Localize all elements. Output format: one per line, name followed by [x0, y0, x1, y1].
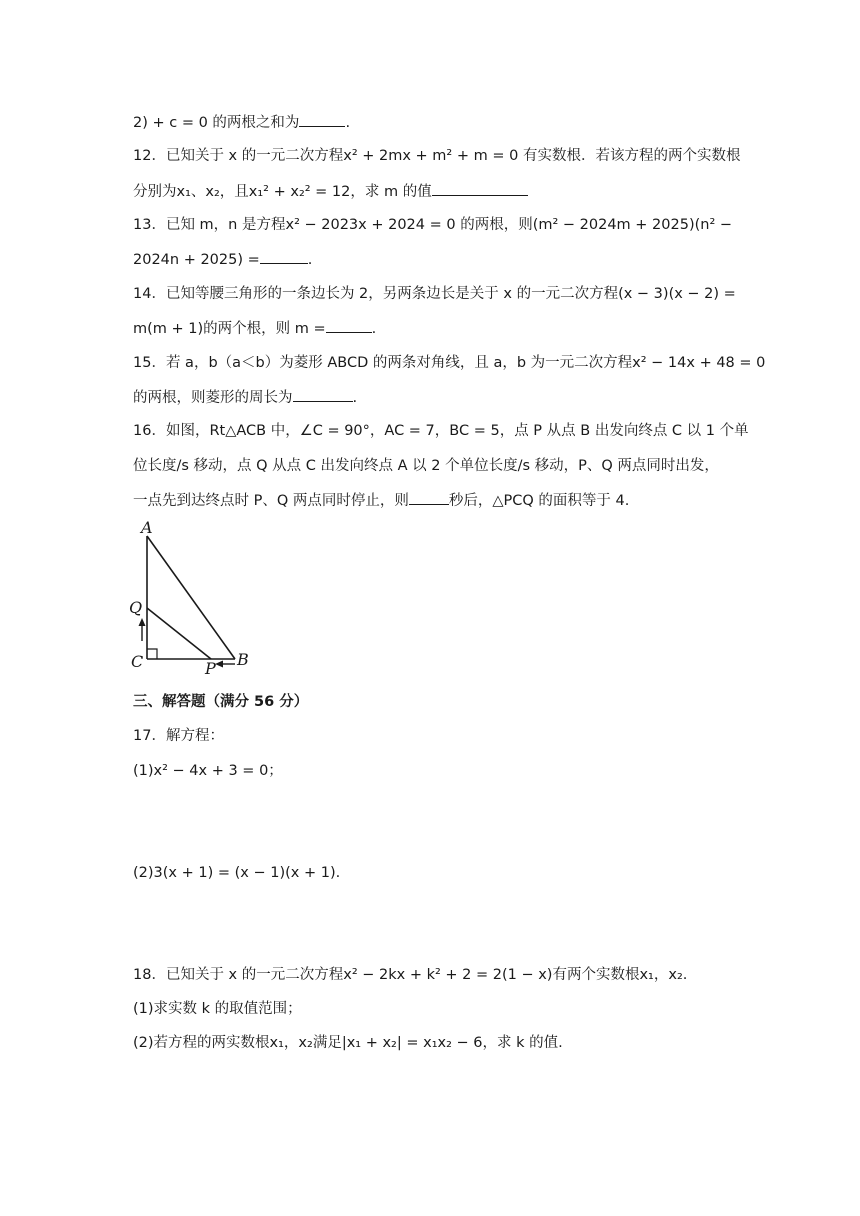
- q17-title: [133, 726, 224, 746]
- q14-line2: [133, 318, 376, 338]
- q17-part2-text: (2)3(x + 1) = (x − 1)(x + 1).: [133, 865, 341, 881]
- q16-line2: [133, 456, 719, 476]
- q12-text-2: 分别为x₁、x₂，且x₁² + x₂² = 12，求 m 的值: [133, 184, 432, 200]
- q16-text-3: 一点先到达终点时 P、Q 两点同时停止，则: [133, 493, 409, 509]
- q17-part2: [133, 863, 340, 883]
- q14-end: .: [371, 321, 377, 337]
- section-3-heading: [133, 692, 308, 712]
- q16-text: 16．如图，Rt△ACB 中，∠C = 90°，AC = 7，BC = 5，点 P 从点 B 出发向终点 C 以 1 个单: [133, 423, 749, 439]
- q13-end: .: [307, 252, 313, 268]
- right-angle-mark: [147, 649, 157, 659]
- q15-answer-blank[interactable]: [293, 387, 353, 402]
- q14-line1: [133, 284, 736, 304]
- q11-answer-blank[interactable]: [299, 112, 345, 127]
- q15-end: .: [352, 390, 358, 406]
- q16-answer-blank[interactable]: [409, 490, 449, 505]
- arrow-left-icon: [215, 661, 223, 668]
- section-3-text: 三、解答题（满分 56 分）: [133, 694, 309, 710]
- q12-line1: [133, 146, 740, 166]
- q16-text-2: 位长度/s 移动，点 Q 从点 C 出发向终点 A 以 2 个单位长度/s 移动，P、Q 两点同时出发，: [133, 458, 719, 474]
- q13-line2: [133, 249, 312, 269]
- q18-part2-text: (2)若方程的两实数根x₁，x₂满足|x₁ + x₂| = x₁x₂ − 6，求 k 的值.: [133, 1035, 563, 1051]
- q17-part1-text: (1)x² − 4x + 3 = 0；: [133, 763, 283, 779]
- q15-text: 15．若 a，b（a＜b）为菱形 ABCD 的两条对角线，且 a，b 为一元二次方程x² − 14x + 48 = 0: [133, 355, 766, 371]
- q11-text: 2) + c = 0 的两根之和为: [133, 115, 300, 131]
- q14-text-2: m(m + 1)的两个根，则 m =: [133, 321, 326, 337]
- q15-line1: [133, 353, 765, 373]
- label-b: B: [237, 650, 249, 669]
- q11-end: .: [345, 115, 351, 131]
- arrow-up-icon: [139, 618, 146, 626]
- q13-line1: [133, 215, 732, 235]
- q16-text-4: 秒后，△PCQ 的面积等于 4.: [448, 493, 630, 509]
- q14-text: 14．已知等腰三角形的一条边长为 2，另两条边长是关于 x 的一元二次方程(x − 3)(x − 2) =: [133, 286, 736, 302]
- side-ab: [147, 536, 235, 659]
- q17-text: 17．解方程：: [133, 728, 224, 744]
- q13-text-2: 2024n + 2025) =: [133, 252, 260, 268]
- q18-title: [133, 965, 687, 985]
- q15-text-2: 的两根，则菱形的周长为: [133, 390, 293, 406]
- q16-line1: [133, 421, 749, 441]
- q11-line2: [133, 112, 350, 132]
- q16-line3: [133, 490, 629, 510]
- label-a: A: [141, 518, 153, 537]
- q13-text: 13．已知 m，n 是方程x² − 2023x + 2024 = 0 的两根，则(m² − 2024m + 2025)(n² −: [133, 217, 733, 233]
- triangle-figure: [125, 516, 265, 678]
- label-q: Q: [129, 598, 143, 617]
- q12-answer-blank[interactable]: [432, 181, 528, 196]
- q15-line2: [133, 387, 357, 407]
- q17-part1: [133, 761, 283, 781]
- q18-part1-text: (1)求实数 k 的取值范围；: [133, 1001, 302, 1017]
- q14-answer-blank[interactable]: [326, 318, 372, 333]
- q12-text: 12．已知关于 x 的一元二次方程x² + 2mx + m² + m = 0 有实数根．若该方程的两个实数根: [133, 148, 741, 164]
- q18-part2: [133, 1033, 563, 1053]
- label-p: P: [205, 659, 216, 678]
- label-c: C: [131, 652, 144, 671]
- q13-answer-blank[interactable]: [260, 249, 308, 264]
- q12-line2: [133, 181, 528, 201]
- q18-part1: [133, 999, 302, 1019]
- q18-text: 18．已知关于 x 的一元二次方程x² − 2kx + k² + 2 = 2(1 − x)有两个实数根x₁，x₂.: [133, 967, 688, 983]
